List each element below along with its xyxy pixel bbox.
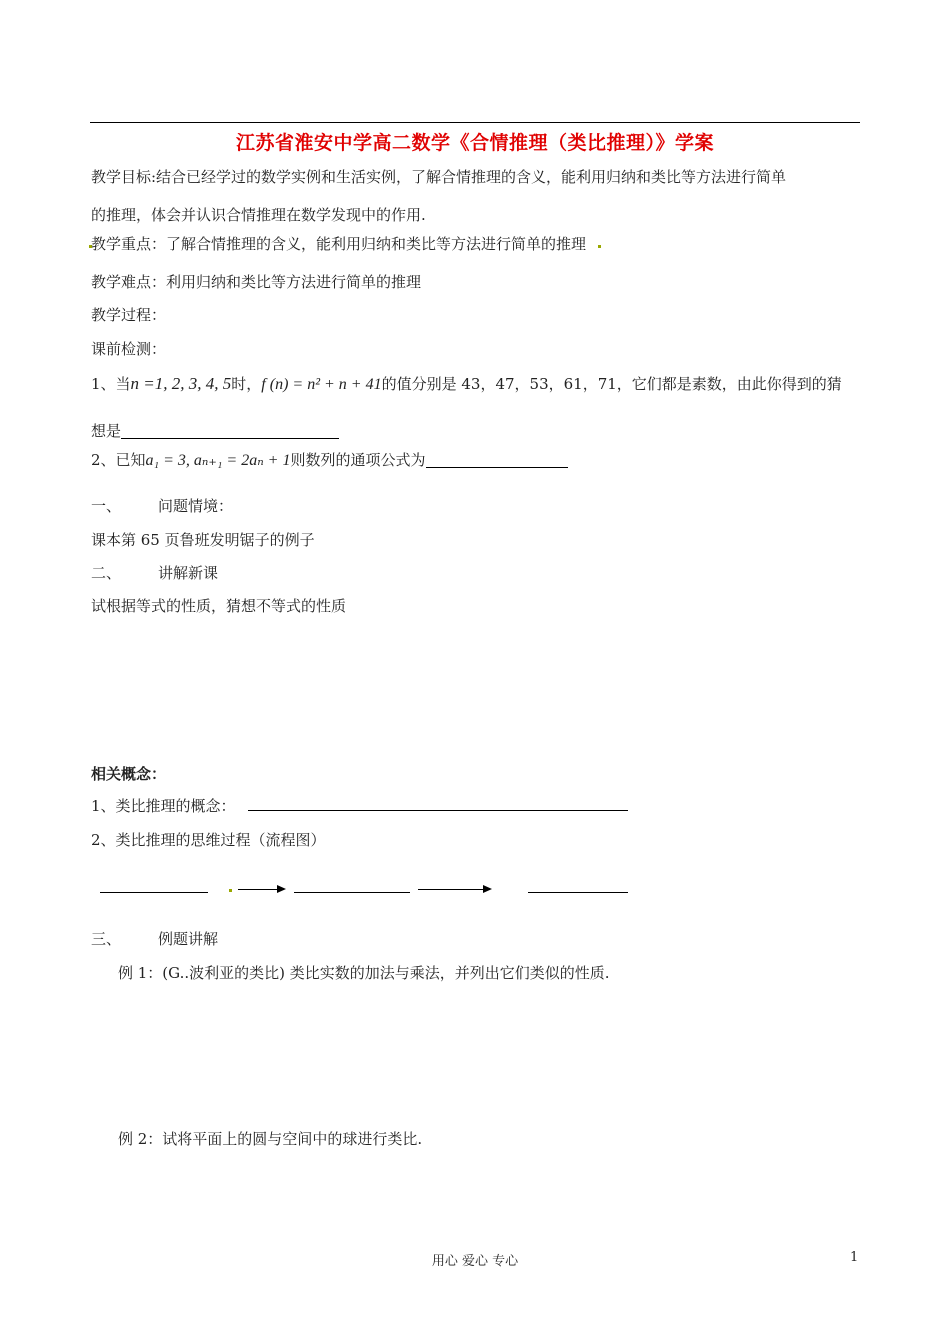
concept-1: 1、类比推理的概念： — [91, 797, 236, 815]
concept-blank[interactable] — [248, 810, 628, 811]
q1-math-f: f (n) = n² + n + 41 — [261, 376, 382, 393]
q2-suffix: 则数列的通项公式为 — [290, 451, 426, 469]
pretest-label: 课前检测： — [91, 340, 167, 358]
flow-arrow — [238, 889, 284, 890]
page-title: 江苏省淮安中学高二数学《合情推理（类比推理）》学案 — [235, 132, 714, 154]
difficulties: 教学难点：利用归纳和类比等方法进行简单的推理 — [91, 273, 422, 291]
q2-prefix: 2、已知 — [91, 451, 146, 469]
q1-suffix: 的值分别是 43，47，53，61，71，它们都是素数，由此你得到的猜 — [381, 375, 842, 393]
objectives-line-2: 的推理，体会并认识合情推理在数学发现中的作用. — [91, 206, 426, 224]
flow-blank[interactable] — [100, 892, 208, 893]
q1-mid: 时， — [231, 375, 262, 393]
margin-dot — [229, 889, 232, 892]
section-1-body: 课本第 65 页鲁班发明锯子的例子 — [91, 531, 315, 549]
flow-blank[interactable] — [294, 892, 410, 893]
objectives-line-1: 教学目标:结合已经学过的数学实例和生活实例，了解合情推理的含义，能利用归纳和类比等方法进行简单 — [91, 168, 787, 186]
header-rule — [90, 122, 860, 123]
q1-math-n: n =1, 2, 3, 4, 5 — [130, 374, 232, 393]
q2-math: a₁ = 3, aₙ₊₁ = 2aₙ + 1 — [145, 452, 291, 469]
section-1-title: 问题情境： — [158, 497, 234, 515]
footer-text: 用心 爱心 专心 — [431, 1254, 519, 1269]
section-3-number: 三、 — [91, 930, 122, 948]
flow-blank[interactable] — [528, 892, 628, 893]
margin-dot — [598, 245, 601, 248]
section-2-number: 二、 — [91, 564, 122, 582]
answer-blank[interactable] — [426, 451, 568, 468]
concepts-heading: 相关概念： — [91, 765, 167, 783]
example-2: 例 2：试将平面上的圆与空间中的球进行类比. — [118, 1130, 423, 1148]
answer-blank[interactable] — [121, 422, 339, 439]
section-2-body: 试根据等式的性质，猜想不等式的性质 — [91, 597, 347, 615]
section-2-title: 讲解新课 — [158, 564, 219, 582]
question-2 — [91, 449, 568, 470]
key-points: 教学重点：了解合情推理的含义，能利用归纳和类比等方法进行简单的推理 — [91, 235, 587, 253]
q1-line2: 想是 — [91, 422, 122, 440]
flow-arrow — [418, 889, 490, 890]
question-1-line-2 — [91, 420, 339, 441]
section-3-title: 例题讲解 — [158, 930, 219, 948]
question-1 — [91, 373, 842, 394]
concept-2: 2、类比推理的思维过程（流程图） — [91, 831, 326, 849]
example-1: 例 1：(G..波利亚的类比) 类比实数的加法与乘法，并列出它们类似的性质. — [118, 964, 610, 982]
section-1-number: 一、 — [91, 497, 122, 515]
q1-prefix: 1、当 — [91, 375, 131, 393]
process-label: 教学过程： — [91, 306, 167, 324]
page-number: 1 — [850, 1250, 859, 1265]
